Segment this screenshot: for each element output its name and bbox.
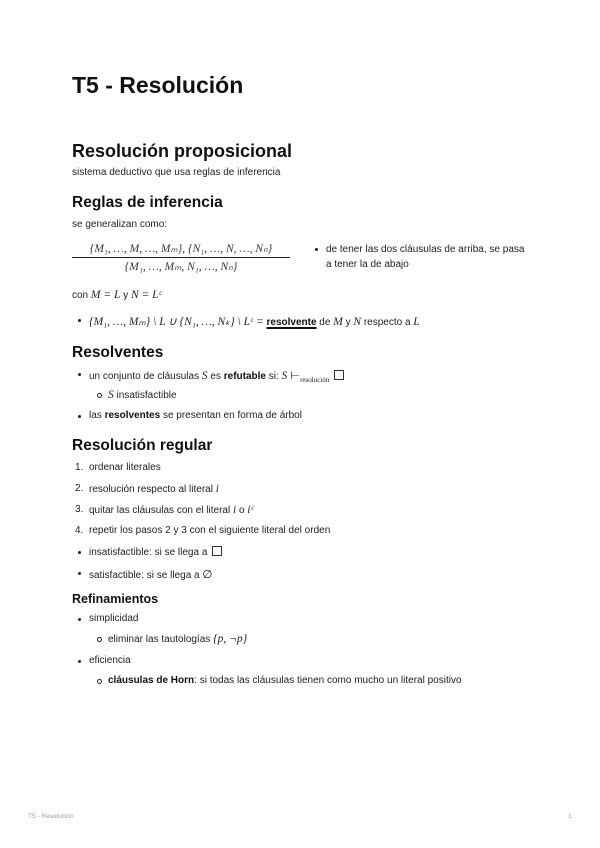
list-item-simplicidad [89,613,138,624]
text-insatisfactible: insatisfactible [116,390,177,401]
intro-proposicional: sistema deductivo que usa reglas de inferencia [72,167,281,178]
horn-term: cláusulas de Horn [108,675,195,686]
turnstile-symbol: ⊢ [290,370,301,382]
text-arbol: se presentan en forma de árbol [162,410,302,421]
con-line [72,289,162,301]
heading-resolventes: Resolventes [72,344,164,361]
step-3 [75,504,254,516]
math-s2: S [281,370,288,382]
resolventes-term: resolventes [104,410,161,421]
empty-set-icon: ∅ [202,569,213,581]
heading-reglas-inferencia: Reglas de inferencia [72,194,223,211]
footer-page-number: 1 [568,813,572,820]
text-o: o [238,505,245,516]
step-2 [75,483,219,495]
text-las: las [89,410,102,421]
footer-title: T5 - Resolución [28,813,74,820]
list-item-insatisfactible [89,546,222,558]
step-text: resolución respecto al literal [89,484,213,495]
step-number: 2. [75,483,84,494]
fraction-note: de tener las dos cláusulas de arriba, se pasa a tener la de abajo [326,244,525,270]
resolvente-term: resolvente [266,317,317,328]
math-i: i [215,483,219,495]
list-item-eficiencia [89,655,131,666]
text-si: si: [268,371,279,382]
list-subitem-insatisfactible [108,389,177,401]
heading-refinamientos: Refinamientos [72,592,159,606]
math-l: L [413,316,420,328]
math-s: S [201,370,208,382]
step-text: repetir los pasos 2 y 3 con el siguiente literal del orden [89,525,331,536]
bullet-text: simplicidad [89,613,139,624]
math-n-eq-lc: N = Lᶜ [130,289,162,301]
text-y: y [345,317,351,328]
text-de: de [319,317,331,328]
fraction-numerator: {M₁, …, M, …, Mₘ}, {N₁, …, N, …, Nₙ} [72,241,290,258]
step-text: ordenar literales [89,462,161,473]
bullet-text: satisfactible: si se llega a [89,570,200,581]
math-ic: iᶜ [247,504,254,516]
bullet-text: eficiencia [89,655,131,666]
con-y: y [123,290,129,301]
refutable-term: refutable [223,371,266,382]
step-number: 3. [75,504,84,515]
heading-resolucion-regular: Resolución regular [72,437,213,454]
list-item-satisfactible [89,567,212,581]
step-text: quitar las cláusulas con el literal [89,505,231,516]
empty-clause-box-icon [334,370,344,380]
math-n: N [353,316,362,328]
bullet-text: insatisfactible: si se llega a [89,547,208,558]
subitem-text: : si todas las cláusulas tienen como mucho un literal positivo [194,675,462,686]
math-p-not-p: {p, ¬p} [213,633,248,645]
list-item-refutable [89,368,344,384]
page-title: T5 - Resolución [72,72,244,98]
heading-resolucion-proposicional: Resolución proposicional [72,141,293,161]
list-subitem-tautologias [108,633,247,645]
text-es: es [210,371,221,382]
text-conjunto: un conjunto de cláusulas [89,371,200,382]
subitem-text: eliminar las tautologías [108,634,211,645]
intro-reglas: se generalizan como: [72,219,168,230]
fraction-denominator: {M₁, …, Mₘ, N₁, …, Nₙ} [124,261,238,273]
turnstile-subscript: resolución [300,376,330,384]
resolvente-formula: {M₁, …, Mₘ} \ L ∪ {N₁, …, Nₖ} \ Lᶜ = [89,316,264,328]
math-i: i [232,504,237,516]
math-s3: S [108,389,114,401]
step-1 [75,462,161,473]
text-respecto: respecto a [363,317,411,328]
list-item-resolvente-def [89,314,420,328]
list-item-resolventes-arbol [89,410,302,421]
math-m-eq-l: M = L [90,289,121,301]
inference-rule-fraction [72,241,290,273]
math-m: M [333,316,343,328]
list-subitem-horn [108,675,462,686]
step-number: 4. [75,525,84,536]
con-prefix: con [72,290,89,301]
step-number: 1. [75,462,84,473]
empty-clause-box-icon [212,546,222,556]
step-4 [75,525,331,536]
